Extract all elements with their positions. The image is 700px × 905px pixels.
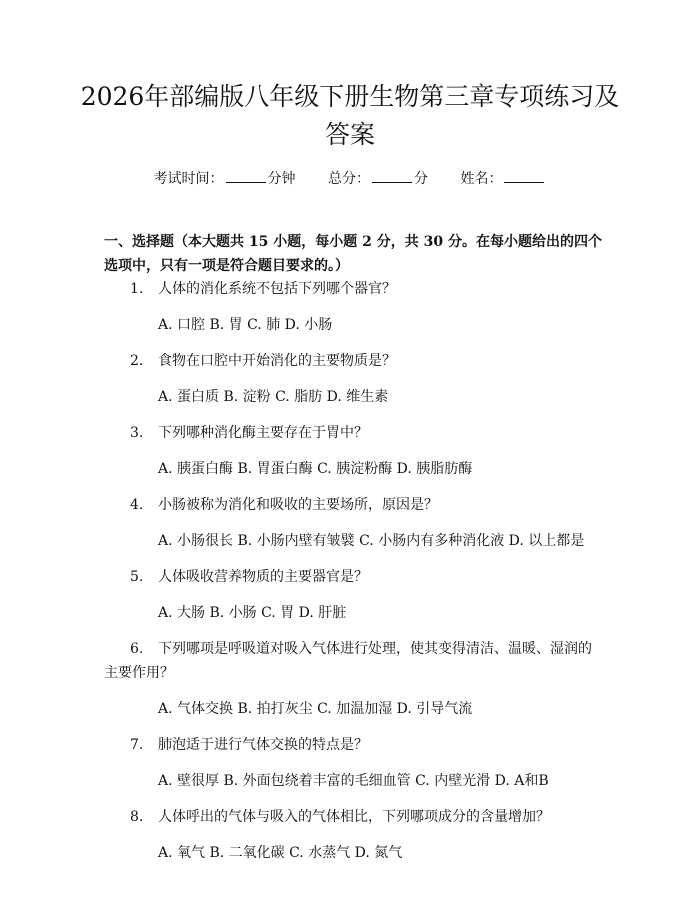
question-stem: 下列哪种消化酶主要存在于胃中？ <box>158 425 368 441</box>
question-item <box>104 421 604 481</box>
question-number: 8. <box>130 809 144 825</box>
question-number: 5. <box>130 569 144 585</box>
question-item <box>104 805 604 865</box>
question-stem: 人体呼出的气体与吸入的气体相比，下列哪项成分的含量增加？ <box>158 809 550 825</box>
question-stem: 人体的消化系统不包括下列哪个器官？ <box>158 281 396 297</box>
exam-time-unit: 分钟 <box>267 171 296 187</box>
exam-time-label: 考试时间： <box>153 171 224 187</box>
question-number: 6. <box>130 641 144 657</box>
question-item <box>104 349 604 409</box>
question-options: A. 小肠很长 B. 小肠内壁有皱襞 C. 小肠内有多种消化液 D. 以上都是 <box>158 533 585 549</box>
question-item <box>104 493 604 553</box>
question-options: A. 蛋白质 B. 淀粉 C. 脂肪 D. 维生素 <box>158 389 389 405</box>
question-options: A. 壁很厚 B. 外面包绕着丰富的毛细血管 C. 内壁光滑 D. A和B <box>158 773 549 789</box>
question-stem: 小肠被称为消化和吸收的主要场所，原因是？ <box>158 497 438 513</box>
question-list <box>104 277 604 877</box>
question-number: 2. <box>130 353 144 369</box>
question-stem: 肺泡适于进行气体交换的特点是？ <box>158 737 368 753</box>
question-options: A. 氧气 B. 二氧化碳 C. 水蒸气 D. 氮气 <box>158 845 403 861</box>
question-options: A. 口腔 B. 胃 C. 肺 D. 小肠 <box>158 317 333 333</box>
exam-info-line <box>0 168 700 189</box>
score-blank <box>372 168 412 183</box>
question-number: 7. <box>130 737 144 753</box>
question-number: 4. <box>130 497 144 513</box>
question-item <box>104 277 604 337</box>
question-stem: 人体吸收营养物质的主要器官是？ <box>158 569 368 585</box>
document-title: 2026年部编版八年级下册生物第三章专项练习及答案 <box>80 82 620 149</box>
question-stem: 下列哪项是呼吸道对吸入气体进行处理，使其变得清洁、温暖、湿润的主要作用？ <box>104 641 592 681</box>
question-item <box>104 733 604 793</box>
name-field <box>460 168 546 189</box>
question-item <box>104 565 604 625</box>
section-heading: 一、选择题（本大题共 15 小题，每小题 2 分，共 30 分。在每小题给出的四个选项中，只有一项是符合题目要求的。） <box>104 234 602 274</box>
score-unit: 分 <box>414 171 428 187</box>
question-options: A. 大肠 B. 小肠 C. 胃 D. 肝脏 <box>158 605 347 621</box>
question-options: A. 气体交换 B. 拍打灰尘 C. 加温加湿 D. 引导气流 <box>158 701 473 717</box>
score-field <box>328 168 428 189</box>
question-number: 1. <box>130 281 144 297</box>
name-label: 姓名： <box>460 171 503 187</box>
question-item <box>104 637 604 721</box>
score-label: 总分： <box>328 171 370 187</box>
exam-time-field <box>154 168 296 189</box>
question-stem: 食物在口腔中开始消化的主要物质是？ <box>158 353 396 369</box>
question-number: 3. <box>130 425 144 441</box>
name-blank <box>504 168 544 183</box>
exam-time-blank <box>226 168 266 183</box>
question-options: A. 胰蛋白酶 B. 胃蛋白酶 C. 胰淀粉酶 D. 胰脂肪酶 <box>158 461 473 477</box>
